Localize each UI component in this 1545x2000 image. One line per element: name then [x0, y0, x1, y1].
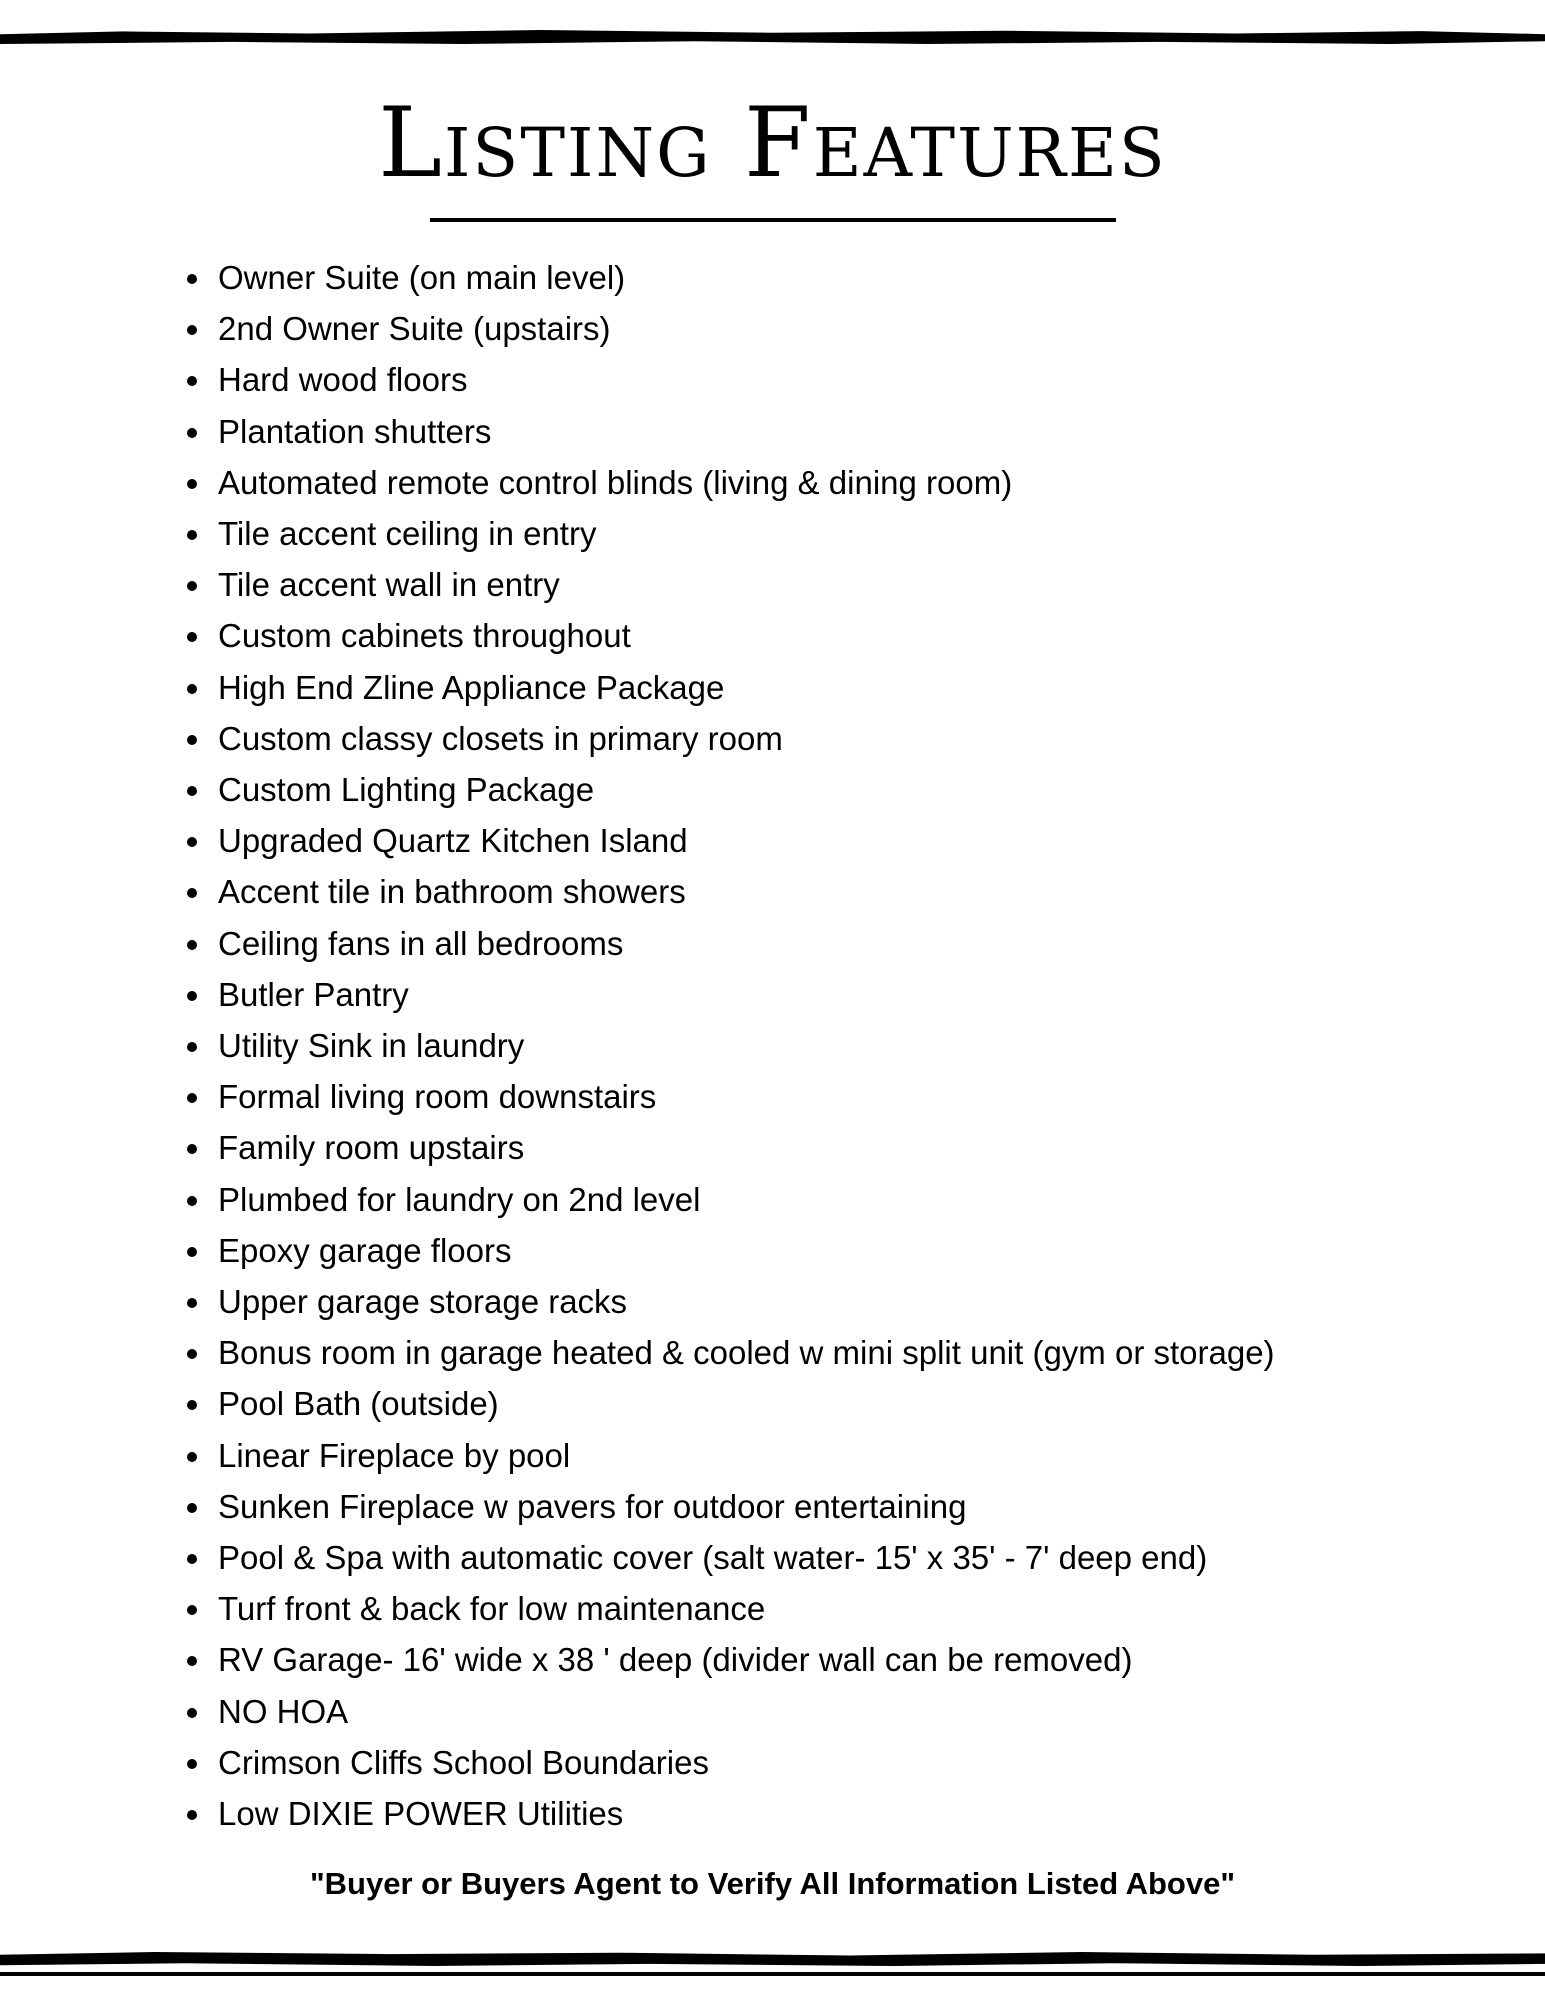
feature-item: • NO HOA: [214, 1686, 1494, 1737]
feature-item: • Turf front & back for low maintenance: [214, 1583, 1494, 1634]
feature-item: • Low DIXIE POWER Utilities: [214, 1788, 1494, 1839]
feature-item: • RV Garage- 16' wide x 38 ' deep (divider wall can be removed): [214, 1634, 1494, 1685]
feature-item: • Upper garage storage racks: [214, 1276, 1494, 1327]
feature-item: • Automated remote control blinds (living & dining room): [214, 457, 1494, 508]
feature-item: • Owner Suite (on main level): [214, 252, 1494, 303]
feature-item: • Hard wood floors: [214, 354, 1494, 405]
feature-item: • High End Zline Appliance Package: [214, 662, 1494, 713]
feature-item: • Plumbed for laundry on 2nd level: [214, 1174, 1494, 1225]
feature-item: • Butler Pantry: [214, 969, 1494, 1020]
feature-item: • Accent tile in bathroom showers: [214, 866, 1494, 917]
feature-item: • Sunken Fireplace w pavers for outdoor entertaining: [214, 1481, 1494, 1532]
feature-item: • Family room upstairs: [214, 1122, 1494, 1173]
top-border: [0, 30, 1545, 44]
disclaimer: "Buyer or Buyers Agent to Verify All Information Listed Above": [309, 1866, 1236, 1901]
feature-item: • Bonus room in garage heated & cooled w mini split unit (gym or storage): [214, 1327, 1494, 1378]
feature-item: • Pool Bath (outside): [214, 1378, 1494, 1429]
feature-item: • 2nd Owner Suite (upstairs): [214, 303, 1494, 354]
feature-item: • Utility Sink in laundry: [214, 1020, 1494, 1071]
feature-item: • Custom cabinets throughout: [214, 610, 1494, 661]
page-title: Listing Features: [378, 87, 1167, 199]
title-underline: [430, 218, 1116, 222]
feature-item: • Ceiling fans in all bedrooms: [214, 918, 1494, 969]
feature-item: • Crimson Cliffs School Boundaries: [214, 1737, 1494, 1788]
feature-item: • Tile accent ceiling in entry: [214, 508, 1494, 559]
feature-item: • Custom classy closets in primary room: [214, 713, 1494, 764]
feature-item: • Upgraded Quartz Kitchen Island: [214, 815, 1494, 866]
feature-item: • Pool & Spa with automatic cover (salt water- 15' x 35' - 7' deep end): [214, 1532, 1494, 1583]
feature-item: • Linear Fireplace by pool: [214, 1430, 1494, 1481]
bottom-border: [0, 1952, 1545, 1966]
feature-item: • Epoxy garage floors: [214, 1225, 1494, 1276]
feature-item: • Plantation shutters: [214, 406, 1494, 457]
feature-item: • Tile accent wall in entry: [214, 559, 1494, 610]
bottom-border-thin: [0, 1972, 1545, 1976]
feature-item: • Custom Lighting Package: [214, 764, 1494, 815]
feature-item: • Formal living room downstairs: [214, 1071, 1494, 1122]
features-list: [174, 252, 1494, 1839]
